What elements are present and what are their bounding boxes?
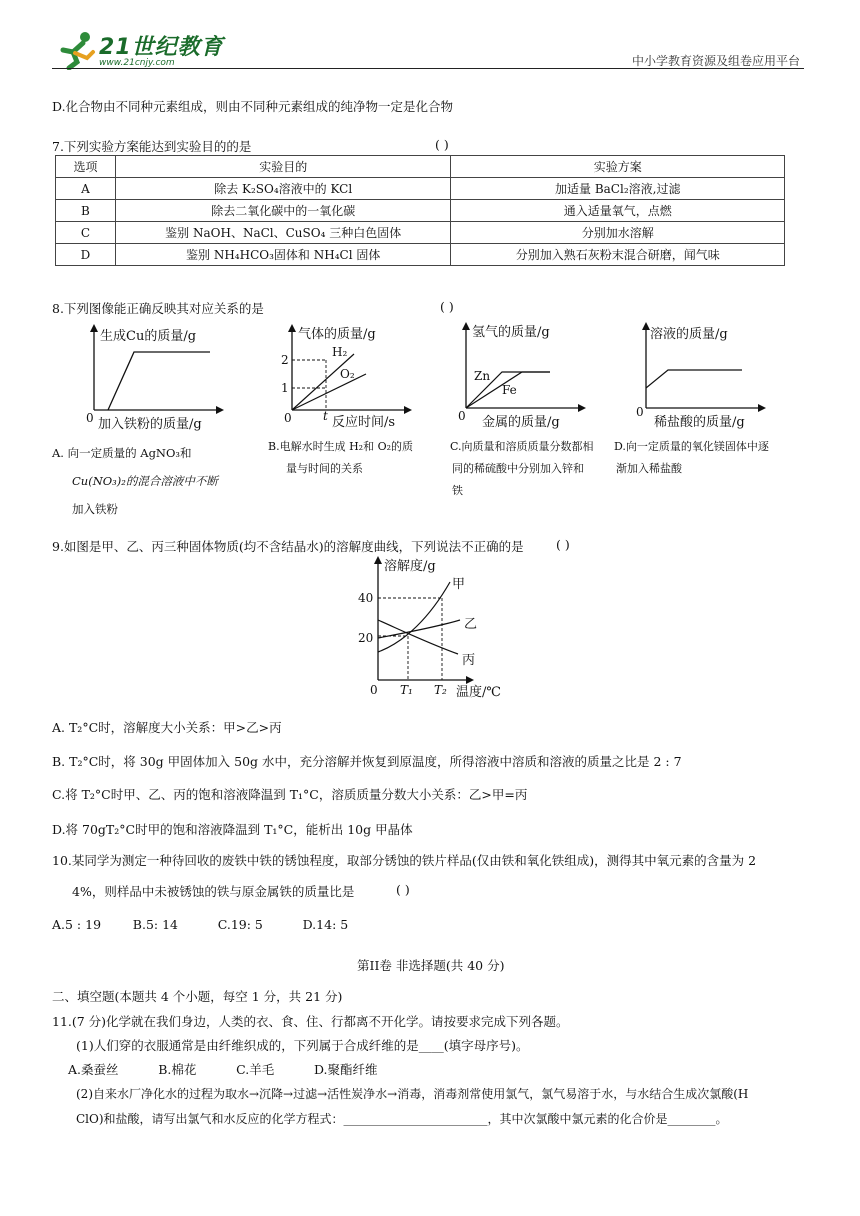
option-line: 铁 xyxy=(452,484,463,497)
option-line: 加入铁粉 xyxy=(72,502,118,516)
label-jia: 甲 xyxy=(452,577,466,592)
x-tick-t2: T₂ xyxy=(434,683,447,697)
fe-label: Fe xyxy=(502,383,517,397)
q6-option-d: D.化合物由不同种元素组成，则由不同种元素组成的纯净物一定是化合物 xyxy=(52,99,454,114)
table-cell: 除去二氧化碳中的一氧化碳 xyxy=(115,200,451,222)
platform-title: 中小学教育资源及组卷应用平台 xyxy=(631,54,800,68)
part-two-heading: 二、填空题(本题共 4 个小题，每空 1 分，共 21 分) xyxy=(52,989,343,1004)
q8-option-d xyxy=(614,436,794,480)
q10-stem-line2: 4%，则样品中未被锈蚀的铁与原金属铁的质量比是 xyxy=(72,884,355,899)
option-line: D.向一定质量的氧化镁固体中逐 xyxy=(614,440,769,453)
q9-answer-paren: ( ) xyxy=(556,537,570,552)
x-axis-label: 温度/℃ xyxy=(456,685,501,700)
option-line: C.向质量和溶质质量分数都相 xyxy=(450,440,594,453)
q7-table xyxy=(55,155,785,266)
brand-url: www.21cnjy.com xyxy=(99,58,175,68)
runner-logo-icon xyxy=(55,30,97,70)
q10-stem-line1: 10.某同学为测定一种待回收的废铁中铁的锈蚀程度，取部分锈蚀的铁片样品(仅由铁和氧化铁组成)，测得其中氧元素的含量为 2 xyxy=(52,853,757,868)
origin-label: 0 xyxy=(636,405,644,419)
x-tick-t1: T₁ xyxy=(400,683,413,697)
q7-stem: 7.下列实验方案能达到实验目的的是 xyxy=(52,139,252,154)
q11-sub2-line1: (2)自来水厂净化水的过程为取水→沉降→过滤→活性炭净水→消毒，消毒剂常使用氯气，氯气易溶于水，与水结合生成次氯酸(H xyxy=(76,1087,749,1101)
table-cell: 分别加水溶解 xyxy=(451,222,785,244)
table-cell: A xyxy=(56,178,116,200)
table-row xyxy=(56,222,785,244)
q11-sub1: (1)人们穿的衣服通常是由纤维织成的，下列属于合成纤维的是____(填字母序号)。 xyxy=(76,1038,529,1053)
table-cell: 分别加入熟石灰粉末混合研磨，闻气味 xyxy=(451,244,785,266)
label-bing: 丙 xyxy=(462,653,476,668)
table-cell: 通入适量氧气，点燃 xyxy=(451,200,785,222)
option-line: 量与时间的关系 xyxy=(286,462,363,475)
h2-line xyxy=(292,354,354,410)
y-axis-label: 氢气的质量/g xyxy=(472,325,550,340)
q10-answer-paren: ( ) xyxy=(396,882,410,897)
table-row xyxy=(56,200,785,222)
q8-option-c xyxy=(450,436,610,502)
x-axis-label: 金属的质量/g xyxy=(482,415,560,430)
origin-label: 0 xyxy=(86,411,94,425)
curve-jia xyxy=(378,582,450,652)
y-tick-2: 2 xyxy=(281,353,289,367)
x-axis-label: 加入铁粉的质量/g xyxy=(98,417,202,432)
q11-sub1-options: A.桑蚕丝 B.棉花 C.羊毛 D.聚酯纤维 xyxy=(68,1062,378,1077)
q10-options: A.5 : 19 B.5: 14 C.19: 5 D.14: 5 xyxy=(52,917,349,932)
q8-graph-b xyxy=(278,322,428,432)
q9-stem: 9.如图是甲、乙、丙三种固体物质(均不含结晶水)的溶解度曲线，下列说法不正确的是 xyxy=(52,539,524,554)
table-cell: C xyxy=(56,222,116,244)
table-cell: B xyxy=(56,200,116,222)
option-line: A. 向一定质量的 AgNO₃和 xyxy=(52,446,192,460)
series-line xyxy=(108,352,210,410)
y-axis-label: 生成Cu的质量/g xyxy=(100,329,197,344)
origin-label: 0 xyxy=(370,683,378,697)
table-header-cell: 实验目的 xyxy=(115,156,451,178)
table-row xyxy=(56,244,785,266)
table-cell: 加适量 BaCl₂溶液,过滤 xyxy=(451,178,785,200)
q9-solubility-chart xyxy=(350,552,515,702)
q7-answer-paren: ( ) xyxy=(435,137,449,152)
o2-label: O₂ xyxy=(340,367,355,381)
y-tick-20: 20 xyxy=(358,631,374,645)
q9-option-c: C.将 T₂°C时甲、乙、丙的饱和溶液降温到 T₁°C，溶质质量分数大小关系：乙>甲=丙 xyxy=(52,787,528,802)
q8-answer-paren: ( ) xyxy=(440,299,454,314)
y-axis-label: 溶解度/g xyxy=(384,559,436,574)
table-row xyxy=(56,178,785,200)
table-cell: 除去 K₂SO₄溶液中的 KCl xyxy=(115,178,451,200)
q8-option-b xyxy=(268,436,428,480)
q8-graph-a xyxy=(80,322,230,432)
option-line: 同的稀硫酸中分别加入锌和 xyxy=(452,462,584,475)
y-axis-label: 溶液的质量/g xyxy=(650,327,728,342)
option-line: Cu(NO₃)₂的混合溶液中不断 xyxy=(72,474,218,488)
q8-graph-c xyxy=(452,318,602,430)
q9-option-a: A. T₂°C时，溶解度大小关系：甲>乙>丙 xyxy=(52,720,282,735)
series-line xyxy=(646,370,742,388)
label-yi: 乙 xyxy=(464,617,478,632)
curve-yi xyxy=(378,620,460,638)
table-header-cell: 选项 xyxy=(56,156,116,178)
origin-label: 0 xyxy=(458,409,466,423)
header-divider xyxy=(52,68,804,69)
q8-stem: 8.下列图像能正确反映其对应关系的是 xyxy=(52,301,264,316)
brand-name: 21世纪教育 xyxy=(99,35,224,60)
origin-label: 0 xyxy=(284,411,292,425)
q11-stem: 11.(7 分)化学就在我们身边，人类的衣、食、住、行都离不开化学。请按要求完成下列各题。 xyxy=(52,1014,569,1029)
x-tick-t: t xyxy=(323,409,328,423)
q8-graph-d xyxy=(632,318,782,430)
table-header-row xyxy=(56,156,785,178)
option-line: 渐加入稀盐酸 xyxy=(616,462,682,475)
q8-option-a xyxy=(52,440,252,520)
table-cell: 鉴别 NaOH、NaCl、CuSO₄ 三种白色固体 xyxy=(115,222,451,244)
y-tick-1: 1 xyxy=(281,381,289,395)
q9-option-b: B. T₂°C时，将 30g 甲固体加入 50g 水中，充分溶解并恢复到原温度，所得溶液中溶质和溶液的质量之比是 2 : 7 xyxy=(52,754,682,769)
option-line: B.电解水时生成 H₂和 O₂的质 xyxy=(268,440,414,453)
zn-label: Zn xyxy=(474,369,491,383)
section-title: 第II卷 非选择题(共 40 分) xyxy=(357,958,505,973)
o2-line xyxy=(292,374,366,410)
q9-option-d: D.将 70gT₂°C时甲的饱和溶液降温到 T₁°C，能析出 10g 甲晶体 xyxy=(52,822,413,837)
x-axis-label: 稀盐酸的质量/g xyxy=(654,415,745,430)
table-cell: D xyxy=(56,244,116,266)
y-tick-40: 40 xyxy=(358,591,374,605)
y-axis-label: 气体的质量/g xyxy=(298,327,376,342)
x-axis-label: 反应时间/s xyxy=(332,415,396,430)
h2-label: H₂ xyxy=(332,345,348,359)
q11-sub2-line2: ClO)和盐酸，请写出氯气和水反应的化学方程式：________________________，其中次氯酸中氯元素的化合价是________。 xyxy=(76,1112,728,1126)
table-cell: 鉴别 NH₄HCO₃固体和 NH₄Cl 固体 xyxy=(115,244,451,266)
table-header-cell: 实验方案 xyxy=(451,156,785,178)
